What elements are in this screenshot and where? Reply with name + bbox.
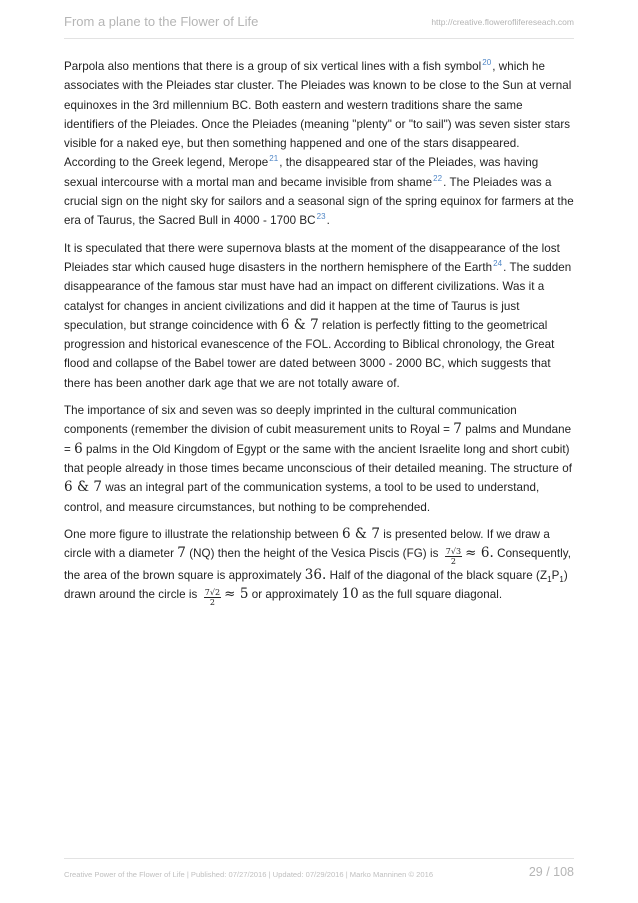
text: palms and Mundane = [64, 423, 572, 456]
fraction-numerator: 7√3 [445, 547, 462, 557]
math-seven: 7 [453, 421, 462, 438]
page-header [64, 14, 574, 39]
text: . The sudden disappearance of the famous star must have had an impact on different civilizations. Was it a catalyst for changes in ancient civilizations and did it happen at the time of Taurus is just speculation, but strange coincidence with [64, 260, 572, 332]
subscript: 1 [547, 575, 552, 585]
text: was an integral part of the communication systems, a tool to be used to understand, control, and measure circumstances, but nothing to be comprehended. [64, 481, 540, 514]
page-footer [64, 858, 574, 885]
math-seven: 7 [177, 545, 186, 562]
text: , which he associates with the Pleiades star cluster. The Pleiades was known to be close to the Sun at vernal equinoxes in the 3rd millennium BC. Both eastern and western traditions share the same identifiers of the Pleiades. Once the Pleiades (meaning "plenty" or "to sail") was seven sister stars visible for a naked eye, but then something happened and one of the stars disappeared. According to the Greek legend, Merope [64, 60, 572, 170]
publication-info: Creative Power of the Flower of Life | Published: 07/27/2016 | Updated: 07/29/2016 | Marko Manninen © 2016 [64, 870, 434, 879]
math-six: 6 [74, 440, 83, 457]
math-thirty-six: 36. [304, 567, 327, 584]
text: The importance of six and seven was so deeply imprinted in the cultural communication components (remember the division of cubit measurement units to Royal = [64, 404, 517, 437]
main-content [64, 57, 574, 615]
footnote-ref-21[interactable]: 21 [269, 154, 279, 164]
math-six-and-seven: 6 & 7 [280, 316, 319, 333]
text: palms in the Old Kingdom of Egypt or the same with the ancient Israelite long and short cubit) that people already in those times became unconscious of their detailed meaning. The structure of [64, 442, 572, 475]
paragraph-4 [64, 525, 574, 608]
text: Half of the diagonal of the black square (Z [329, 569, 548, 583]
text: Parpola also mentions that there is a group of six vertical lines with a fish symbol [64, 60, 482, 73]
fraction-denominator: 2 [450, 557, 457, 567]
fraction-denominator: 2 [209, 598, 215, 608]
text: One more figure to illustrate the relationship between [64, 527, 339, 541]
text: or approximately [251, 588, 339, 602]
text: It is speculated that there were supernova blasts at the moment of the disappearance of the lost Pleiades star which caused huge disasters in the northern hemisphere of the Earth [64, 241, 560, 274]
fraction-seven-root-two-over-two [204, 588, 221, 607]
page-number: 29 / 108 [528, 865, 574, 879]
text: P [551, 569, 560, 583]
subscript: 1 [559, 575, 564, 585]
math-approx-six: ≈ 6. [465, 545, 494, 562]
document-title: From a plane to the Flower of Life [64, 14, 259, 29]
footnote-ref-24[interactable]: 24 [493, 258, 503, 268]
paragraph-3 [64, 401, 574, 517]
text: ) drawn around the circle is [64, 569, 568, 602]
paragraph-1 [64, 57, 574, 231]
text: . [326, 214, 330, 228]
math-six-and-seven: 6 & 7 [64, 479, 103, 496]
math-six-and-seven: 6 & 7 [341, 525, 380, 542]
footnote-ref-23[interactable]: 23 [316, 212, 326, 222]
text: , the disappeared star of the Pleiades, was having sexual intercourse with a mortal man and became invisible from shame [64, 156, 539, 189]
text: as the full square diagonal. [362, 588, 503, 602]
text: Consequently, the area of the brown square is approximately [64, 547, 572, 583]
text: . The Pleiades was a crucial sign on the night sky for sailors and a seasonal sign of the spring equinox for farmers at the era of Taurus, the Sacred Bull in 4000 - 1700 BC [64, 175, 574, 228]
text: is presented below. If we draw a circle with a diameter [64, 527, 550, 561]
math-ten: 10 [341, 586, 359, 603]
math-approx-five: ≈ 5 [224, 586, 249, 603]
fraction-numerator: 7√2 [204, 588, 221, 598]
paragraph-2 [64, 239, 574, 393]
text: relation is perfectly fitting to the geometrical progression and historical evanescence of the FOL. According to Biblical chronology, the Great flood and collapse of the Babel tower are dated between 3000 - 2000 BC, which suggests that there has been another dark age that we are not totally aware of. [64, 318, 555, 390]
footnote-ref-20[interactable]: 20 [482, 58, 492, 67]
text: (NQ) then the height of the Vesica Piscis (FG) is [189, 547, 439, 561]
footnote-ref-22[interactable]: 22 [433, 173, 443, 183]
fraction-seven-root-three-over-two [445, 547, 462, 566]
site-url[interactable]: http://creative.floweroflifereseach.com [431, 17, 574, 27]
